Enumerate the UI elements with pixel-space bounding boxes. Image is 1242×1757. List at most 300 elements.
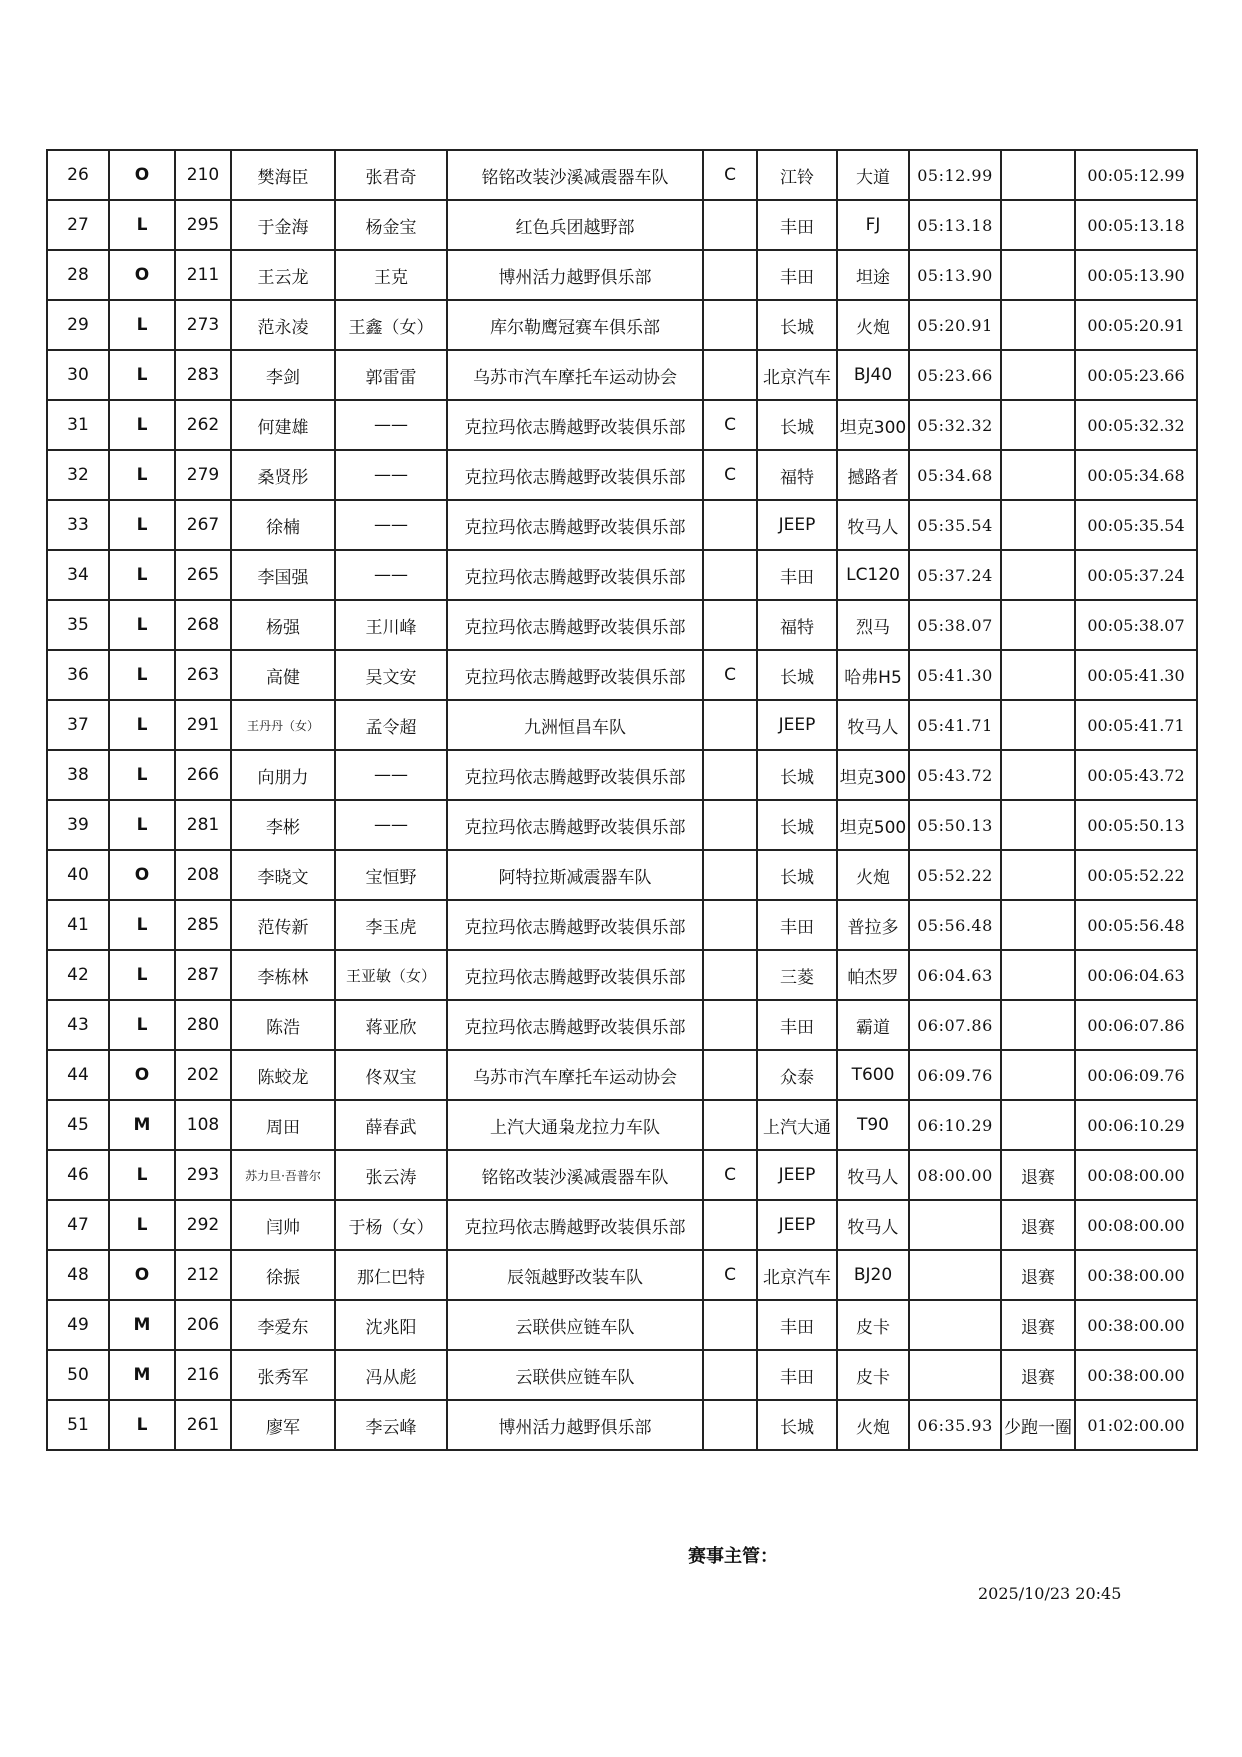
cell-class: L — [109, 200, 175, 250]
cell-driver: 张秀军 — [231, 1350, 335, 1400]
cell-driver: 范传新 — [231, 900, 335, 950]
cell-codriver: 吴文安 — [335, 650, 447, 700]
cell-model: 大道 — [837, 150, 909, 200]
cell-team: 克拉玛依志腾越野改装俱乐部 — [447, 550, 703, 600]
cell-brand: 长城 — [757, 1400, 837, 1450]
cell-model: 坦克300 — [837, 750, 909, 800]
cell-driver: 苏力旦·吾普尔 — [231, 1150, 335, 1200]
cell-stage-time: 05:13.18 — [909, 200, 1001, 250]
table-row — [47, 350, 1197, 400]
cell-driver: 周田 — [231, 1100, 335, 1150]
cell-model: 撼路者 — [837, 450, 909, 500]
timestamp: 2025/10/23 20:45 — [978, 1584, 1122, 1603]
cell-model: 牧马人 — [837, 1150, 909, 1200]
cell-model: 帕杰罗 — [837, 950, 909, 1000]
cell-remark — [1001, 350, 1075, 400]
table-row — [47, 600, 1197, 650]
cell-car-number: 280 — [175, 1000, 231, 1050]
cell-team: 上汽大通枭龙拉力车队 — [447, 1100, 703, 1150]
cell-stage-time: 08:00.00 — [909, 1150, 1001, 1200]
cell-model: T600 — [837, 1050, 909, 1100]
cell-stage-time: 05:41.71 — [909, 700, 1001, 750]
cell-rank: 45 — [47, 1100, 109, 1150]
cell-stage-time: 05:35.54 — [909, 500, 1001, 550]
cell-rank: 47 — [47, 1200, 109, 1250]
cell-driver: 李栋林 — [231, 950, 335, 1000]
cell-rank: 40 — [47, 850, 109, 900]
cell-codriver: 沈兆阳 — [335, 1300, 447, 1350]
cell-total-time: 00:05:20.91 — [1075, 300, 1197, 350]
cell-total-time: 00:06:10.29 — [1075, 1100, 1197, 1150]
cell-class: L — [109, 1150, 175, 1200]
cell-team: 铭铭改装沙溪减震器车队 — [447, 1150, 703, 1200]
cell-codriver: —— — [335, 550, 447, 600]
cell-brand: 长城 — [757, 300, 837, 350]
cell-rank: 27 — [47, 200, 109, 250]
cell-remark — [1001, 550, 1075, 600]
cell-driver: 陈浩 — [231, 1000, 335, 1050]
cell-rank: 28 — [47, 250, 109, 300]
cell-remark — [1001, 950, 1075, 1000]
cell-team: 铭铭改装沙溪减震器车队 — [447, 150, 703, 200]
cell-model: LC120 — [837, 550, 909, 600]
cell-stage-time: 05:12.99 — [909, 150, 1001, 200]
cell-brand: 丰田 — [757, 250, 837, 300]
cell-remark: 退赛 — [1001, 1350, 1075, 1400]
cell-stage-time: 06:04.63 — [909, 950, 1001, 1000]
cell-total-time: 00:38:00.00 — [1075, 1300, 1197, 1350]
cell-stage-time: 05:20.91 — [909, 300, 1001, 350]
cell-total-time: 00:05:13.18 — [1075, 200, 1197, 250]
cell-class: L — [109, 450, 175, 500]
cell-team: 克拉玛依志腾越野改装俱乐部 — [447, 650, 703, 700]
cell-stage-time: 05:38.07 — [909, 600, 1001, 650]
cell-class: L — [109, 550, 175, 600]
cell-c-flag: C — [703, 1250, 757, 1300]
cell-remark — [1001, 1000, 1075, 1050]
table-row — [47, 400, 1197, 450]
cell-class: O — [109, 150, 175, 200]
table-row — [47, 1250, 1197, 1300]
cell-total-time: 00:06:09.76 — [1075, 1050, 1197, 1100]
cell-class: O — [109, 1050, 175, 1100]
cell-brand: 丰田 — [757, 200, 837, 250]
cell-class: O — [109, 850, 175, 900]
cell-codriver: 佟双宝 — [335, 1050, 447, 1100]
cell-codriver: 李玉虎 — [335, 900, 447, 950]
table-row — [47, 1050, 1197, 1100]
cell-model: T90 — [837, 1100, 909, 1150]
cell-rank: 26 — [47, 150, 109, 200]
cell-brand: 长城 — [757, 850, 837, 900]
cell-driver: 徐楠 — [231, 500, 335, 550]
cell-c-flag — [703, 700, 757, 750]
table-row — [47, 1100, 1197, 1150]
cell-car-number: 279 — [175, 450, 231, 500]
cell-class: O — [109, 250, 175, 300]
cell-class: M — [109, 1300, 175, 1350]
cell-team: 博州活力越野俱乐部 — [447, 1400, 703, 1450]
table-row — [47, 850, 1197, 900]
cell-codriver: —— — [335, 450, 447, 500]
cell-class: L — [109, 800, 175, 850]
cell-stage-time: 06:10.29 — [909, 1100, 1001, 1150]
cell-codriver: —— — [335, 500, 447, 550]
cell-brand: 北京汽车 — [757, 1250, 837, 1300]
cell-total-time: 00:05:50.13 — [1075, 800, 1197, 850]
cell-rank: 48 — [47, 1250, 109, 1300]
cell-remark — [1001, 750, 1075, 800]
cell-c-flag — [703, 500, 757, 550]
cell-c-flag: C — [703, 1150, 757, 1200]
table-row — [47, 300, 1197, 350]
table-row — [47, 200, 1197, 250]
cell-brand: 丰田 — [757, 1000, 837, 1050]
cell-class: L — [109, 1200, 175, 1250]
cell-brand: 三菱 — [757, 950, 837, 1000]
cell-stage-time: 06:07.86 — [909, 1000, 1001, 1050]
supervisor-label: 赛事主管： — [688, 1546, 778, 1567]
cell-team: 克拉玛依志腾越野改装俱乐部 — [447, 600, 703, 650]
cell-class: M — [109, 1350, 175, 1400]
cell-codriver: 于杨（女） — [335, 1200, 447, 1250]
cell-driver: 李爱东 — [231, 1300, 335, 1350]
cell-c-flag — [703, 350, 757, 400]
cell-class: L — [109, 650, 175, 700]
cell-rank: 43 — [47, 1000, 109, 1050]
cell-codriver: 王亚敏（女） — [335, 950, 447, 1000]
cell-car-number: 261 — [175, 1400, 231, 1450]
cell-c-flag — [703, 1050, 757, 1100]
cell-remark — [1001, 200, 1075, 250]
cell-total-time: 00:05:37.24 — [1075, 550, 1197, 600]
cell-team: 克拉玛依志腾越野改装俱乐部 — [447, 750, 703, 800]
cell-car-number: 293 — [175, 1150, 231, 1200]
cell-remark — [1001, 250, 1075, 300]
cell-rank: 50 — [47, 1350, 109, 1400]
cell-codriver: 王川峰 — [335, 600, 447, 650]
cell-team: 克拉玛依志腾越野改装俱乐部 — [447, 950, 703, 1000]
cell-team: 辰瓴越野改装车队 — [447, 1250, 703, 1300]
cell-class: L — [109, 1400, 175, 1450]
cell-stage-time: 05:37.24 — [909, 550, 1001, 600]
cell-class: L — [109, 350, 175, 400]
cell-class: M — [109, 1100, 175, 1150]
cell-total-time: 00:38:00.00 — [1075, 1350, 1197, 1400]
cell-total-time: 00:08:00.00 — [1075, 1150, 1197, 1200]
cell-car-number: 212 — [175, 1250, 231, 1300]
cell-total-time: 00:05:56.48 — [1075, 900, 1197, 950]
cell-driver: 范永凌 — [231, 300, 335, 350]
cell-driver: 向朋力 — [231, 750, 335, 800]
cell-c-flag: C — [703, 450, 757, 500]
cell-class: L — [109, 950, 175, 1000]
cell-c-flag — [703, 1200, 757, 1250]
cell-brand: 长城 — [757, 400, 837, 450]
cell-remark: 退赛 — [1001, 1300, 1075, 1350]
cell-team: 阿特拉斯减震器车队 — [447, 850, 703, 900]
cell-driver: 何建雄 — [231, 400, 335, 450]
table-row — [47, 1400, 1197, 1450]
cell-codriver: 宝恒野 — [335, 850, 447, 900]
cell-remark — [1001, 900, 1075, 950]
cell-rank: 30 — [47, 350, 109, 400]
cell-c-flag — [703, 1100, 757, 1150]
cell-brand: 众泰 — [757, 1050, 837, 1100]
cell-total-time: 00:05:34.68 — [1075, 450, 1197, 500]
cell-class: L — [109, 1000, 175, 1050]
cell-remark — [1001, 1050, 1075, 1100]
cell-model: 皮卡 — [837, 1300, 909, 1350]
cell-team: 克拉玛依志腾越野改装俱乐部 — [447, 1200, 703, 1250]
cell-remark — [1001, 400, 1075, 450]
cell-rank: 34 — [47, 550, 109, 600]
cell-rank: 29 — [47, 300, 109, 350]
table-row — [47, 800, 1197, 850]
table-row — [47, 700, 1197, 750]
cell-car-number: 292 — [175, 1200, 231, 1250]
cell-c-flag — [703, 750, 757, 800]
cell-codriver: 冯从彪 — [335, 1350, 447, 1400]
cell-brand: 长城 — [757, 650, 837, 700]
cell-total-time: 00:05:38.07 — [1075, 600, 1197, 650]
cell-driver: 桑贤彤 — [231, 450, 335, 500]
cell-remark — [1001, 800, 1075, 850]
cell-stage-time — [909, 1200, 1001, 1250]
cell-rank: 35 — [47, 600, 109, 650]
cell-driver: 樊海臣 — [231, 150, 335, 200]
cell-car-number: 295 — [175, 200, 231, 250]
cell-c-flag — [703, 900, 757, 950]
cell-car-number: 285 — [175, 900, 231, 950]
cell-brand: JEEP — [757, 1200, 837, 1250]
cell-remark — [1001, 1100, 1075, 1150]
table-row — [47, 1200, 1197, 1250]
cell-car-number: 273 — [175, 300, 231, 350]
cell-driver: 李彬 — [231, 800, 335, 850]
cell-car-number: 283 — [175, 350, 231, 400]
cell-codriver: 那仁巴特 — [335, 1250, 447, 1300]
cell-stage-time: 05:13.90 — [909, 250, 1001, 300]
cell-driver: 廖军 — [231, 1400, 335, 1450]
cell-total-time: 00:05:41.30 — [1075, 650, 1197, 700]
cell-c-flag — [703, 200, 757, 250]
cell-car-number: 268 — [175, 600, 231, 650]
cell-c-flag — [703, 950, 757, 1000]
cell-stage-time: 05:50.13 — [909, 800, 1001, 850]
cell-codriver: —— — [335, 800, 447, 850]
cell-brand: JEEP — [757, 700, 837, 750]
cell-team: 云联供应链车队 — [447, 1300, 703, 1350]
cell-stage-time: 05:56.48 — [909, 900, 1001, 950]
cell-rank: 39 — [47, 800, 109, 850]
cell-driver: 王丹丹（女） — [231, 700, 335, 750]
table-row — [47, 150, 1197, 200]
cell-remark — [1001, 600, 1075, 650]
cell-team: 克拉玛依志腾越野改装俱乐部 — [447, 400, 703, 450]
cell-model: 牧马人 — [837, 500, 909, 550]
cell-model: 坦途 — [837, 250, 909, 300]
cell-stage-time: 05:32.32 — [909, 400, 1001, 450]
cell-team: 红色兵团越野部 — [447, 200, 703, 250]
cell-car-number: 266 — [175, 750, 231, 800]
cell-car-number: 265 — [175, 550, 231, 600]
table-row — [47, 1300, 1197, 1350]
cell-codriver: —— — [335, 750, 447, 800]
cell-model: 烈马 — [837, 600, 909, 650]
cell-team: 乌苏市汽车摩托车运动协会 — [447, 1050, 703, 1100]
cell-car-number: 263 — [175, 650, 231, 700]
cell-stage-time: 05:52.22 — [909, 850, 1001, 900]
cell-car-number: 287 — [175, 950, 231, 1000]
cell-c-flag — [703, 1300, 757, 1350]
cell-driver: 于金海 — [231, 200, 335, 250]
cell-car-number: 267 — [175, 500, 231, 550]
cell-brand: 北京汽车 — [757, 350, 837, 400]
cell-model: 坦克500 — [837, 800, 909, 850]
cell-model: 坦克300 — [837, 400, 909, 450]
cell-model: BJ40 — [837, 350, 909, 400]
cell-model: 皮卡 — [837, 1350, 909, 1400]
cell-driver: 王云龙 — [231, 250, 335, 300]
cell-total-time: 00:38:00.00 — [1075, 1250, 1197, 1300]
cell-stage-time: 05:34.68 — [909, 450, 1001, 500]
cell-car-number: 202 — [175, 1050, 231, 1100]
cell-team: 云联供应链车队 — [447, 1350, 703, 1400]
cell-team: 克拉玛依志腾越野改装俱乐部 — [447, 450, 703, 500]
cell-model: 霸道 — [837, 1000, 909, 1050]
cell-remark: 退赛 — [1001, 1150, 1075, 1200]
cell-rank: 44 — [47, 1050, 109, 1100]
cell-model: 火炮 — [837, 300, 909, 350]
cell-brand: 福特 — [757, 600, 837, 650]
cell-total-time: 00:05:43.72 — [1075, 750, 1197, 800]
cell-total-time: 00:06:07.86 — [1075, 1000, 1197, 1050]
cell-car-number: 210 — [175, 150, 231, 200]
cell-remark — [1001, 700, 1075, 750]
cell-team: 库尔勒鹰冠赛车俱乐部 — [447, 300, 703, 350]
cell-c-flag: C — [703, 150, 757, 200]
cell-rank: 46 — [47, 1150, 109, 1200]
cell-c-flag: C — [703, 400, 757, 450]
cell-model: 牧马人 — [837, 700, 909, 750]
cell-rank: 41 — [47, 900, 109, 950]
cell-stage-time — [909, 1300, 1001, 1350]
cell-rank: 38 — [47, 750, 109, 800]
cell-rank: 49 — [47, 1300, 109, 1350]
cell-team: 克拉玛依志腾越野改装俱乐部 — [447, 800, 703, 850]
cell-car-number: 211 — [175, 250, 231, 300]
cell-class: O — [109, 1250, 175, 1300]
cell-class: L — [109, 900, 175, 950]
cell-rank: 51 — [47, 1400, 109, 1450]
cell-stage-time: 06:35.93 — [909, 1400, 1001, 1450]
table-row — [47, 750, 1197, 800]
cell-stage-time: 05:43.72 — [909, 750, 1001, 800]
cell-total-time: 00:06:04.63 — [1075, 950, 1197, 1000]
cell-stage-time — [909, 1250, 1001, 1300]
cell-model: BJ20 — [837, 1250, 909, 1300]
cell-codriver: 蒋亚欣 — [335, 1000, 447, 1050]
cell-total-time: 00:05:32.32 — [1075, 400, 1197, 450]
cell-brand: 福特 — [757, 450, 837, 500]
cell-stage-time: 06:09.76 — [909, 1050, 1001, 1100]
cell-c-flag — [703, 300, 757, 350]
cell-driver: 高健 — [231, 650, 335, 700]
cell-rank: 36 — [47, 650, 109, 700]
cell-brand: 长城 — [757, 800, 837, 850]
table-row — [47, 1350, 1197, 1400]
cell-codriver: 李云峰 — [335, 1400, 447, 1450]
cell-c-flag — [703, 600, 757, 650]
cell-team: 克拉玛依志腾越野改装俱乐部 — [447, 900, 703, 950]
cell-team: 克拉玛依志腾越野改装俱乐部 — [447, 500, 703, 550]
cell-codriver: —— — [335, 400, 447, 450]
cell-total-time: 00:05:41.71 — [1075, 700, 1197, 750]
cell-car-number: 208 — [175, 850, 231, 900]
cell-brand: JEEP — [757, 1150, 837, 1200]
cell-model: 牧马人 — [837, 1200, 909, 1250]
cell-model: 普拉多 — [837, 900, 909, 950]
cell-remark — [1001, 650, 1075, 700]
table-row — [47, 550, 1197, 600]
cell-class: L — [109, 400, 175, 450]
cell-brand: 丰田 — [757, 1300, 837, 1350]
cell-class: L — [109, 750, 175, 800]
cell-driver: 闫帅 — [231, 1200, 335, 1250]
cell-codriver: 张云涛 — [335, 1150, 447, 1200]
cell-remark: 退赛 — [1001, 1200, 1075, 1250]
table-row — [47, 1150, 1197, 1200]
cell-brand: 丰田 — [757, 550, 837, 600]
cell-brand: 丰田 — [757, 900, 837, 950]
cell-model: FJ — [837, 200, 909, 250]
cell-c-flag: C — [703, 650, 757, 700]
cell-total-time: 00:05:13.90 — [1075, 250, 1197, 300]
cell-class: L — [109, 600, 175, 650]
cell-rank: 32 — [47, 450, 109, 500]
cell-driver: 徐振 — [231, 1250, 335, 1300]
cell-class: L — [109, 500, 175, 550]
cell-brand: 丰田 — [757, 1350, 837, 1400]
cell-remark: 退赛 — [1001, 1250, 1075, 1300]
cell-driver: 李剑 — [231, 350, 335, 400]
cell-codriver: 王鑫（女） — [335, 300, 447, 350]
cell-rank: 37 — [47, 700, 109, 750]
table-row — [47, 900, 1197, 950]
cell-total-time: 00:05:52.22 — [1075, 850, 1197, 900]
cell-car-number: 206 — [175, 1300, 231, 1350]
cell-team: 克拉玛依志腾越野改装俱乐部 — [447, 1000, 703, 1050]
cell-rank: 33 — [47, 500, 109, 550]
cell-driver: 李晓文 — [231, 850, 335, 900]
cell-brand: JEEP — [757, 500, 837, 550]
cell-class: L — [109, 700, 175, 750]
cell-codriver: 王克 — [335, 250, 447, 300]
table-row — [47, 650, 1197, 700]
cell-model: 哈弗H5 — [837, 650, 909, 700]
cell-remark — [1001, 850, 1075, 900]
cell-brand: 江铃 — [757, 150, 837, 200]
cell-total-time: 00:05:35.54 — [1075, 500, 1197, 550]
cell-model: 火炮 — [837, 1400, 909, 1450]
cell-remark — [1001, 300, 1075, 350]
cell-car-number: 216 — [175, 1350, 231, 1400]
cell-rank: 42 — [47, 950, 109, 1000]
cell-total-time: 00:05:12.99 — [1075, 150, 1197, 200]
cell-team: 博州活力越野俱乐部 — [447, 250, 703, 300]
cell-c-flag — [703, 1350, 757, 1400]
